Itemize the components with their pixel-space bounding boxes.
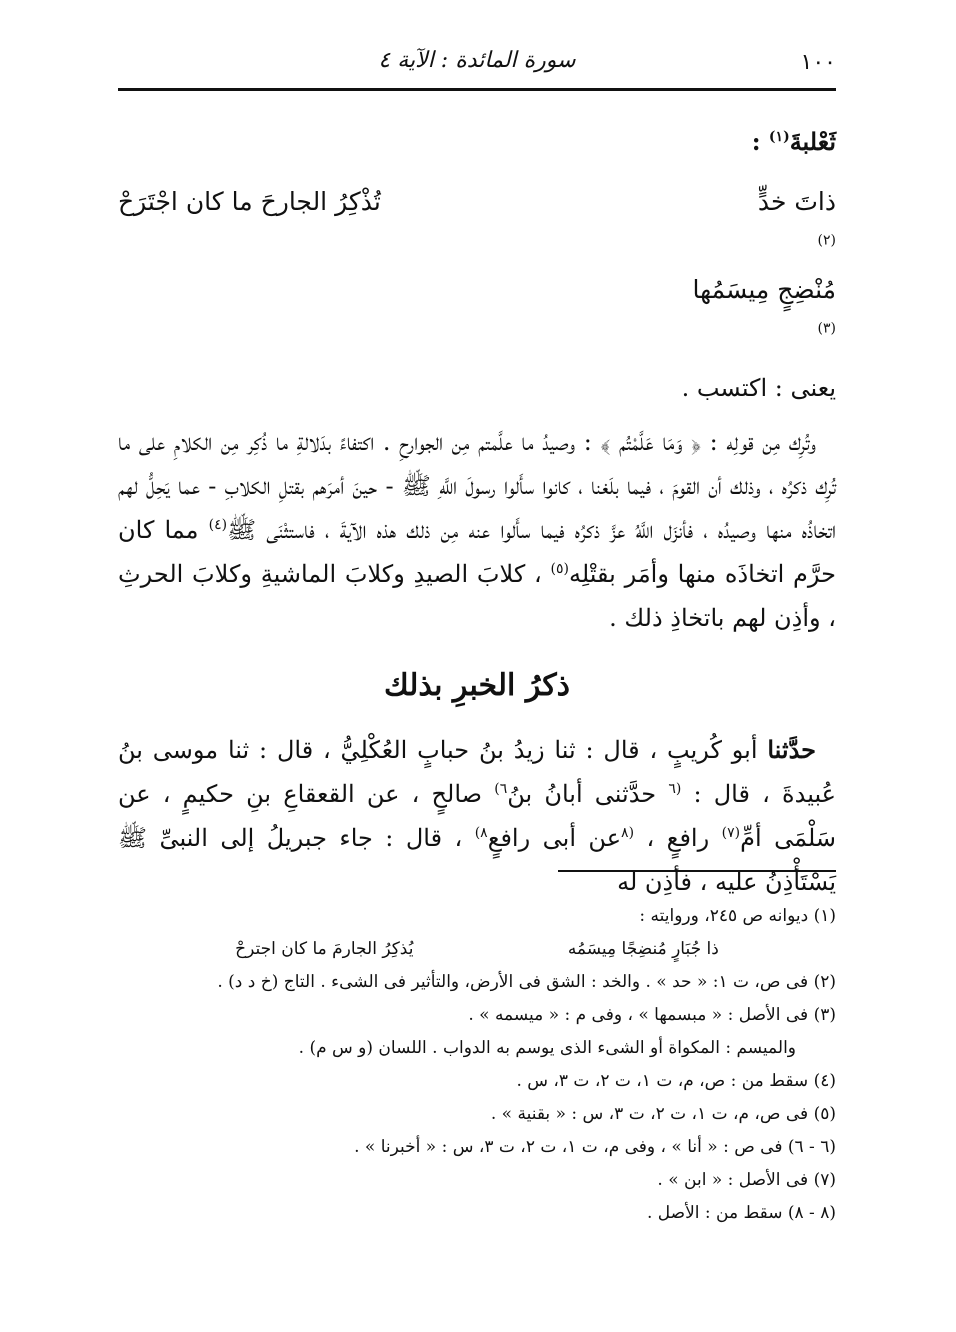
poet-name: ثَعْلبةَ bbox=[789, 127, 836, 156]
poem-verse bbox=[118, 180, 836, 356]
footnote-1-verse bbox=[118, 933, 836, 966]
footnote-8: (٨ - ٨) سقط من : الأصل . bbox=[646, 1203, 836, 1223]
footnote-marker: (٤) bbox=[208, 517, 228, 533]
gloss: يعنى : اكتسب . bbox=[681, 374, 836, 402]
hadith-text: عن أبى رافعٍ bbox=[487, 824, 622, 852]
verse-second-hemistich: تُذْكِرُ الجارحَ ما كان اجْتَرَحْ bbox=[118, 187, 381, 216]
footnote-marker: (١) bbox=[768, 129, 790, 145]
footnote-3-continued: والميسم : المكواة أو الشىء الذى يوسم به الدواب . اللسان (و س م) . bbox=[298, 1038, 796, 1058]
footnote-5: (٥) فى ص، م، ت ١، ت ٢، ت ٣، س : « بقنية » . bbox=[490, 1104, 836, 1124]
footnote-marker: (٣) bbox=[817, 320, 836, 337]
hadith-paragraph bbox=[118, 728, 836, 904]
footnote-marker: ٨) bbox=[474, 825, 488, 841]
footnote-marker: (٧) bbox=[721, 825, 741, 841]
poet-attribution bbox=[118, 120, 836, 164]
footnote-3: (٣) فى الأصل : « مبسمها » ، وفى م : « ميسمه » . bbox=[468, 1005, 836, 1025]
hadith-text: صالحٍ ، عن القعقاعِ بنِ حكيمٍ ، عن سَلْمَى أمِّ bbox=[118, 780, 837, 852]
footnote-6: (٦ - ٦) فى ص : « أنا » ، وفى م، ت ١، ت ٢، ت ٣، س : « أخبرنا » . bbox=[354, 1137, 836, 1157]
paragraph-text: ، كلابَ الصيدِ وكلابَ الماشيةِ وكلابَ الحرثِ ، وأذِن لهم باتخاذِ ذلك . bbox=[118, 560, 836, 632]
page-number: ١٠٠ bbox=[800, 50, 836, 75]
footnote-marker: ٦) bbox=[494, 781, 508, 797]
hadith-text: رافعٍ ، bbox=[634, 824, 722, 852]
footnote-divider bbox=[558, 870, 836, 872]
running-title: سورة المائدة : الآية ٤ bbox=[378, 48, 576, 73]
footnote-marker: (٦ bbox=[668, 781, 682, 797]
main-text bbox=[118, 120, 836, 904]
footnote-2: (٢) فى ص، ت ١: « حد » . والخد : الشق فى الأرض، والتأثير فى الشىء . التاج (خ د د) . bbox=[217, 972, 836, 992]
footnote-7: (٧) فى الأصل : « ابن » . bbox=[657, 1170, 836, 1190]
paragraph-text: وتُرِك مِن قولِه : ﴿ وَمَا عَلَّمْتُم ﴾ : وصيدُ ما علَّمتم مِن الجوارحِ . اكتفاءً بدَلالةِ ما ذُكِر مِن الكلامِ على ما تُرِك ذكرُه ، وذلك أن القومَ ، فيما بلَغنا ، كانوا سأَلوا رسولَ اللَّهِ ﷺ - حينَ أمرَهم بقتلِ الكلابِ - عما يَحِلُّ لهم اتخاذُه منها وصيدُه ، فأنزَل اللَّهُ عزَّ ذكرُه فيما سأَلوا عنه مِن ذلك هذه الآيةَ ، فاستثْنَى ﷺ bbox=[118, 428, 836, 544]
hadith-text: ، قال : جاء جبريلُ إلى النبىِّ ﷺ يَسْتَأْذِنُ عليه ، فأذِن له bbox=[118, 824, 836, 896]
hadith-text: أبو كُريبٍ ، قال : ثنا زيدُ بنُ حبابٍ العُكْلِيُّ ، قال : ثنا موسى بنُ عُبيدةَ ، قال : bbox=[118, 736, 837, 808]
page-header bbox=[118, 40, 836, 91]
verse-text: ذاتَ خدٍّ bbox=[757, 187, 836, 216]
footnote-marker: (٢) bbox=[817, 232, 836, 249]
verse-text: مُنْضِجٍ مِيسَمُها bbox=[692, 275, 836, 304]
hadith-text: حدَّثنى أبانُ بنُ bbox=[507, 780, 669, 808]
footnote-verse-second: يُذكِرُ الجارمَ ما كان اجترحْ bbox=[235, 939, 414, 959]
footnote-marker: (٨ bbox=[621, 825, 635, 841]
footnote-4: (٤) سقط من : ص، م، ت ١، ت ٢، ت ٣، س . bbox=[516, 1071, 836, 1091]
footnote-1: (١) ديوانه ص ٢٤٥، وروايته : bbox=[639, 906, 836, 926]
paragraph-text: مما كان حرَّم اتخاذَه منها وأمَر بقتْلِه bbox=[118, 516, 836, 588]
commentary-paragraph bbox=[118, 420, 836, 640]
verse-first-hemistich bbox=[692, 180, 836, 356]
hadith-lead: حدَّثنا bbox=[767, 735, 816, 764]
footnote-verse-first: ذا جُبَارٍ مُنضِجًا مِيسَمُه bbox=[567, 939, 719, 959]
section-title: ذكرُ الخبرِ بذلك bbox=[383, 668, 571, 703]
attribution-colon: : bbox=[751, 127, 769, 156]
footnotes bbox=[118, 900, 836, 1230]
footnote-marker: (٥) bbox=[550, 561, 569, 577]
